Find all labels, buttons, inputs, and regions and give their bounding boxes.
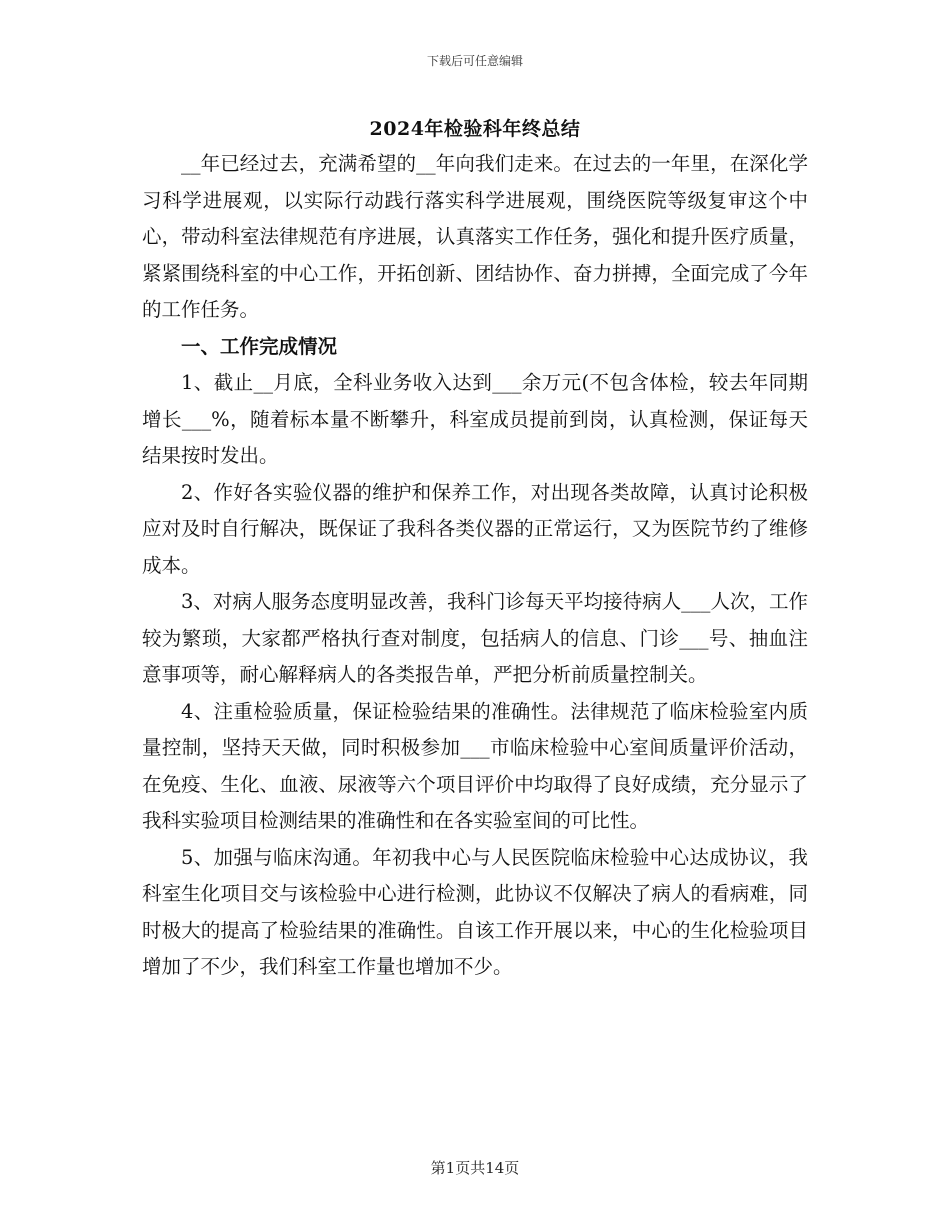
- list-item: 3、对病人服务态度明显改善，我科门诊每天平均接待病人___人次，工作较为繁琐，大家都严格执行查对制度，包括病人的信息、门诊___号、抽血注意事项等，耐心解释病人的各类报告单，严把分析前质量控制关。: [142, 590, 808, 686]
- document-title: 2024年检验科年终总结: [369, 118, 581, 140]
- list-item: 4、注重检验质量，保证检验结果的准确性。法律规范了临床检验室内质量控制，坚持天天做，同时积极参加___市临床检验中心室间质量评价活动，在免疫、生化、血液、尿液等六个项目评价中均取得了良好成绩，充分显示了我科实验项目检测结果的准确性和在各实验室间的可比性。: [142, 699, 808, 832]
- page-number: 第1页共14页: [430, 1159, 520, 1177]
- section-heading: 一、工作完成情况: [181, 334, 338, 358]
- header-note: 下载后可任意编辑: [426, 54, 523, 68]
- list-item: 5、加强与临床沟通。年初我中心与人民医院临床检验中心达成协议，我科室生化项目交与该检验中心进行检测，此协议不仅解决了病人的看病难，同时极大的提高了检验结果的准确性。自该工作开展以来，中心的生化检验项目增加了不少，我们科室工作量也增加不少。: [142, 845, 808, 978]
- list-item: 2、作好各实验仪器的维护和保养工作，对出现各类故障，认真讨论积极应对及时自行解决，既保证了我科各类仪器的正常运行，又为医院节约了维修成本。: [142, 480, 808, 577]
- document-body: [142, 146, 808, 986]
- intro-paragraph: __年已经过去，充满希望的__年向我们走来。在过去的一年里，在深化学习科学进展观，以实际行动践行落实科学进展观，围绕医院等级复审这个中心，带动科室法律规范有序进展，认真落实工作任务，强化和提升医疗质量，紧紧围绕科室的中心工作，开拓创新、团结协作、奋力拼搏，全面完成了今年的工作任务。: [142, 152, 808, 321]
- list-item: 1、截止__月底，全科业务收入达到___余万元(不包含体检，较去年同期增长___%，随着标本量不断攀升，科室成员提前到岗，认真检测，保证每天结果按时发出。: [142, 371, 808, 467]
